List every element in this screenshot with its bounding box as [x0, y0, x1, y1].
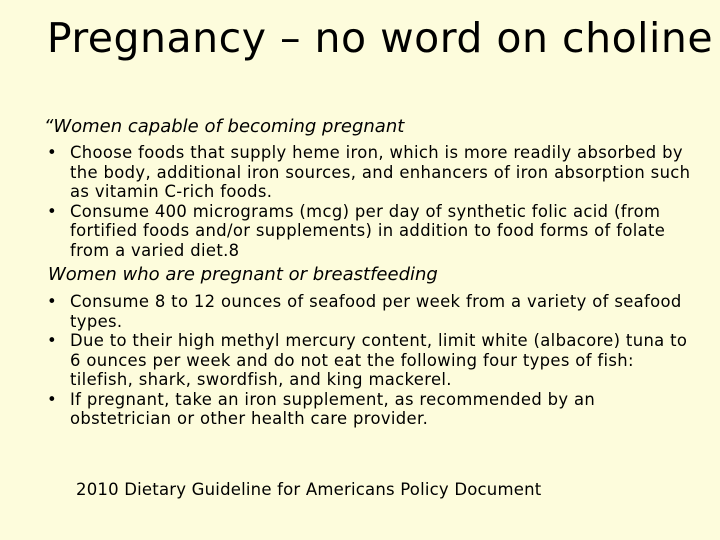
- list-item: [0, 292, 692, 331]
- section-heading-capable-of-pregnancy: “Women capable of becoming pregnant: [44, 116, 405, 137]
- section-heading-pregnant-or-breastfeeding: Women who are pregnant or breastfeeding: [48, 264, 438, 285]
- bullet-list-pregnant-or-breastfeeding: [0, 292, 692, 429]
- bullet-text: Consume 8 to 12 ounces of seafood per week from a variety of seafood types.: [70, 292, 682, 331]
- bullet-text: Consume 400 micrograms (mcg) per day of synthetic folic acid (from fortified foods and/or supplements) in addition to food forms of folate from a varied diet.8: [70, 201, 666, 260]
- slide-title: Pregnancy – no word on choline: [46, 14, 714, 62]
- bullet-icon: •: [47, 331, 58, 350]
- source-citation: 2010 Dietary Guideline for Americans Policy Document: [76, 480, 542, 499]
- bullet-text: Choose foods that supply heme iron, which is more readily absorbed by the body, additional iron sources, and enhancers of iron absorption such as vitamin C-rich foods.: [70, 143, 691, 201]
- list-item: [0, 143, 692, 202]
- bullet-icon: •: [47, 292, 58, 311]
- list-item: [0, 331, 692, 390]
- bullet-icon: •: [47, 389, 58, 409]
- bullet-text: Due to their high methyl mercury content, limit white (albacore) tuna to 6 ounces per week and do not eat the following four types of fish: tilefish, shark, swordfish, and king mackerel.: [70, 331, 688, 389]
- bullet-list-capable-of-pregnancy: [0, 143, 692, 260]
- list-item: [0, 202, 692, 261]
- bullet-text: If pregnant, take an iron supplement, as recommended by an obstetrician or other health care provider.: [70, 389, 596, 428]
- bullet-icon: •: [47, 143, 58, 162]
- bullet-icon: •: [47, 201, 58, 221]
- list-item: [0, 390, 692, 429]
